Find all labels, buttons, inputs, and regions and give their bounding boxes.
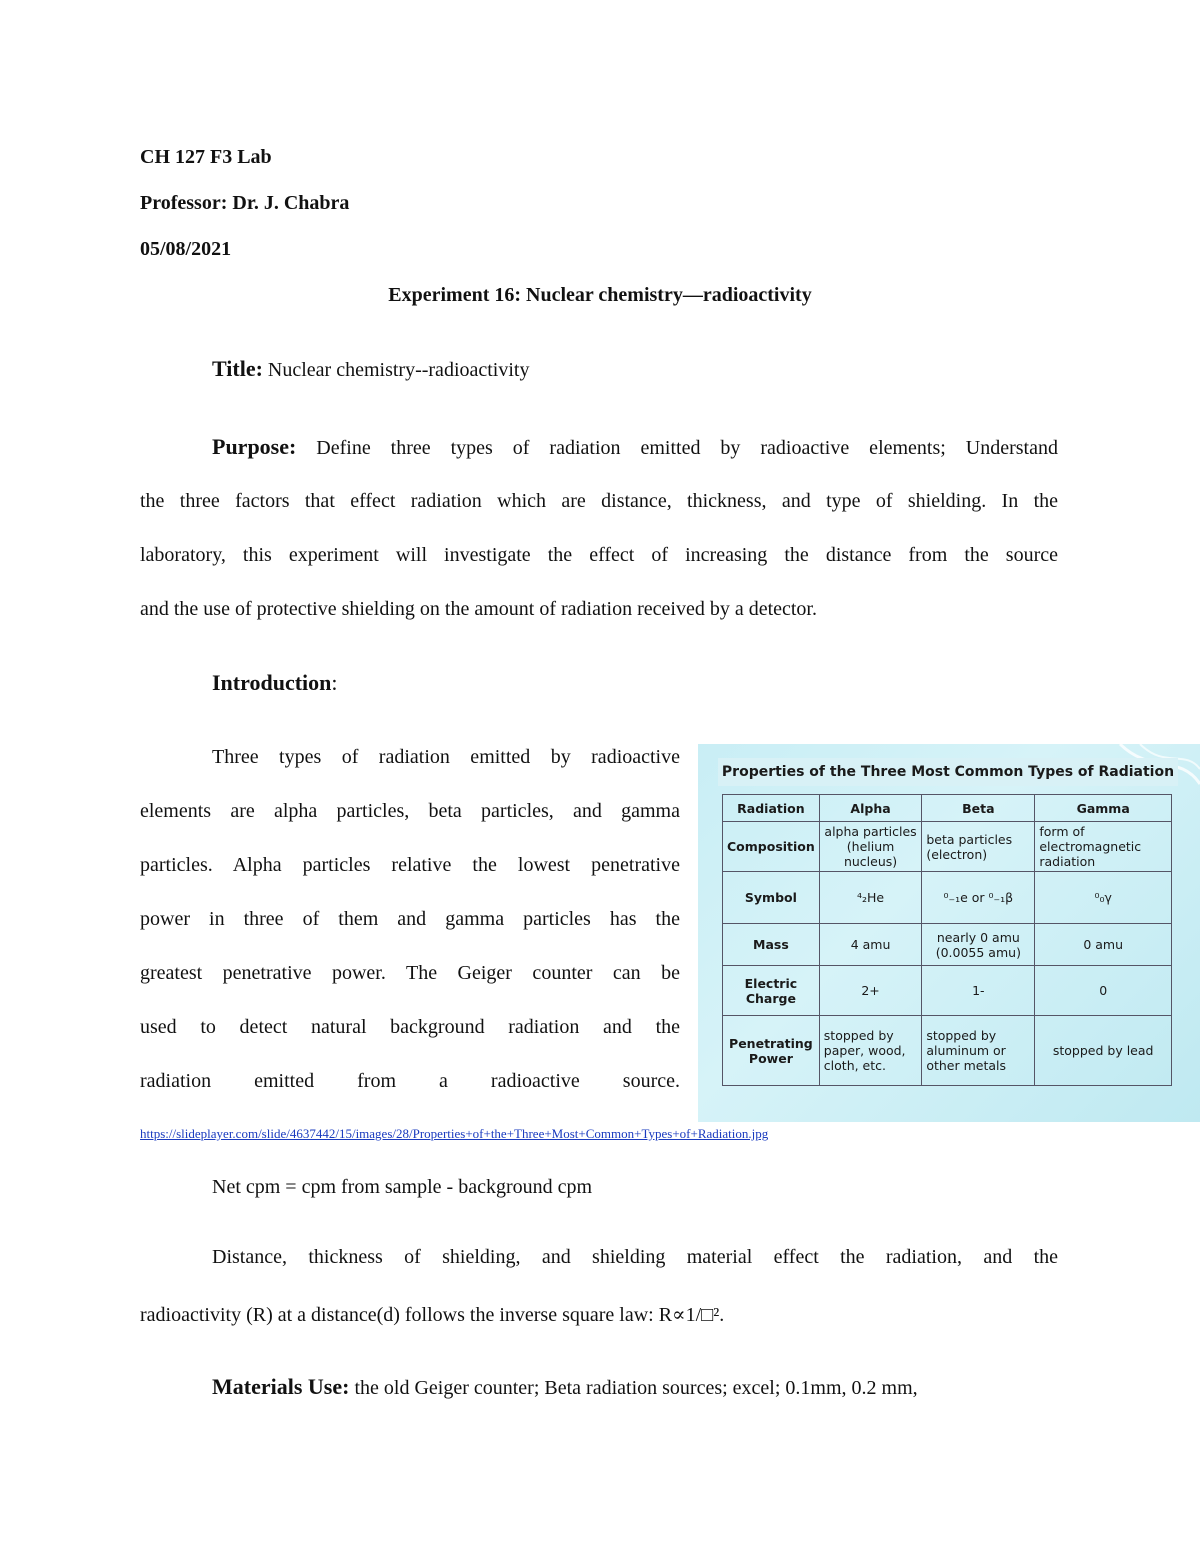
title-text: Nuclear chemistry--radioactivity [267,359,530,381]
table-row [723,924,1172,966]
intro-line-6: used to detect natural background radiation and the [140,1016,680,1038]
net-cpm-formula: Net cpm = cpm from sample - background cpm [212,1176,593,1198]
table-cell: nearly 0 amu (0.0055 amu) [922,924,1035,966]
table-cell: beta particles (electron) [922,822,1035,872]
title-label: Title: [212,356,263,381]
materials-section [212,1374,918,1400]
intro-line-3: particles. Alpha particles relative the lowest penetrative [140,854,680,876]
radiation-properties-table [722,794,1172,1086]
materials-label: Materials Use: [212,1374,350,1399]
professor-line: Professor: Dr. J. Chabra [140,192,350,214]
row-label: Penetrating Power [723,1016,820,1086]
intro-line-1: Three types of radiation emitted by radioactive [212,746,680,768]
intro-line-4: power in three of them and gamma particles has the [140,908,680,930]
table-cell: ⁰₋₁e or ⁰₋₁β [922,872,1035,924]
table-cell: ⁰₀γ [1035,872,1172,924]
purpose-line-2: the three factors that effect radiation which are distance, thickness, and type of shielding. In the [140,490,1058,512]
table-cell: 2+ [819,966,922,1016]
table-cell: ⁴₂He [819,872,922,924]
intro-line-7: radiation emitted from a radioactive source. [140,1070,680,1092]
table-cell: stopped by aluminum or other metals [922,1016,1035,1086]
row-label: Symbol [723,872,820,924]
distance-line-1: Distance, thickness of shielding, and shielding material effect the radiation, and the [212,1246,1058,1268]
table-header-row [723,795,1172,822]
table-cell: 0 [1035,966,1172,1016]
materials-text: the old Geiger counter; Beta radiation sources; excel; 0.1mm, 0.2 mm, [354,1377,918,1399]
course-heading: CH 127 F3 Lab [140,146,272,168]
table-cell: stopped by paper, wood, cloth, etc. [819,1016,922,1086]
purpose-line-4: and the use of protective shielding on the amount of radiation received by a detector. [140,598,817,620]
intro-line-2: elements are alpha particles, beta particles, and gamma [140,800,680,822]
purpose-line-1-text: Define three types of radiation emitted by radioactive elements; Understand [316,437,1058,459]
purpose-line-3: laboratory, this experiment will investigate the effect of increasing the distance from the source [140,544,1058,566]
title-section [212,356,529,382]
row-label: Electric Charge [723,966,820,1016]
radiation-properties-figure [698,744,1200,1122]
introduction-colon: : [331,670,338,695]
experiment-title: Experiment 16: Nuclear chemistry—radioactivity [388,284,812,306]
table-cell: alpha particles (helium nucleus) [819,822,922,872]
table-cell: form of electromagnetic radiation [1035,822,1172,872]
table-header: Radiation [723,795,820,822]
date-line: 05/08/2021 [140,238,232,260]
purpose-line-1 [212,434,1058,460]
table-row [723,872,1172,924]
table-row [723,822,1172,872]
table-cell: 0 amu [1035,924,1172,966]
table-header: Alpha [819,795,922,822]
table-header: Beta [922,795,1035,822]
table-row [723,1016,1172,1086]
source-link[interactable]: https://slideplayer.com/slide/4637442/15/images/28/Properties+of+the+Three+Most+Common+Types+of+Radiation.jpg [140,1126,769,1141]
table-cell: stopped by lead [1035,1016,1172,1086]
table-cell: 1- [922,966,1035,1016]
row-label: Composition [723,822,820,872]
introduction-label: Introduction [212,670,332,695]
distance-line-2: radioactivity (R) at a distance(d) follows the inverse square law: R∝1/□². [140,1304,725,1326]
table-row [723,966,1172,1016]
table-header: Gamma [1035,795,1172,822]
introduction-heading [212,670,338,696]
table-cell: 4 amu [819,924,922,966]
purpose-label: Purpose: [212,434,297,459]
radiation-table-title: Properties of the Three Most Common Types of Radiation [718,758,1178,786]
intro-line-5: greatest penetrative power. The Geiger counter can be [140,962,680,984]
row-label: Mass [723,924,820,966]
